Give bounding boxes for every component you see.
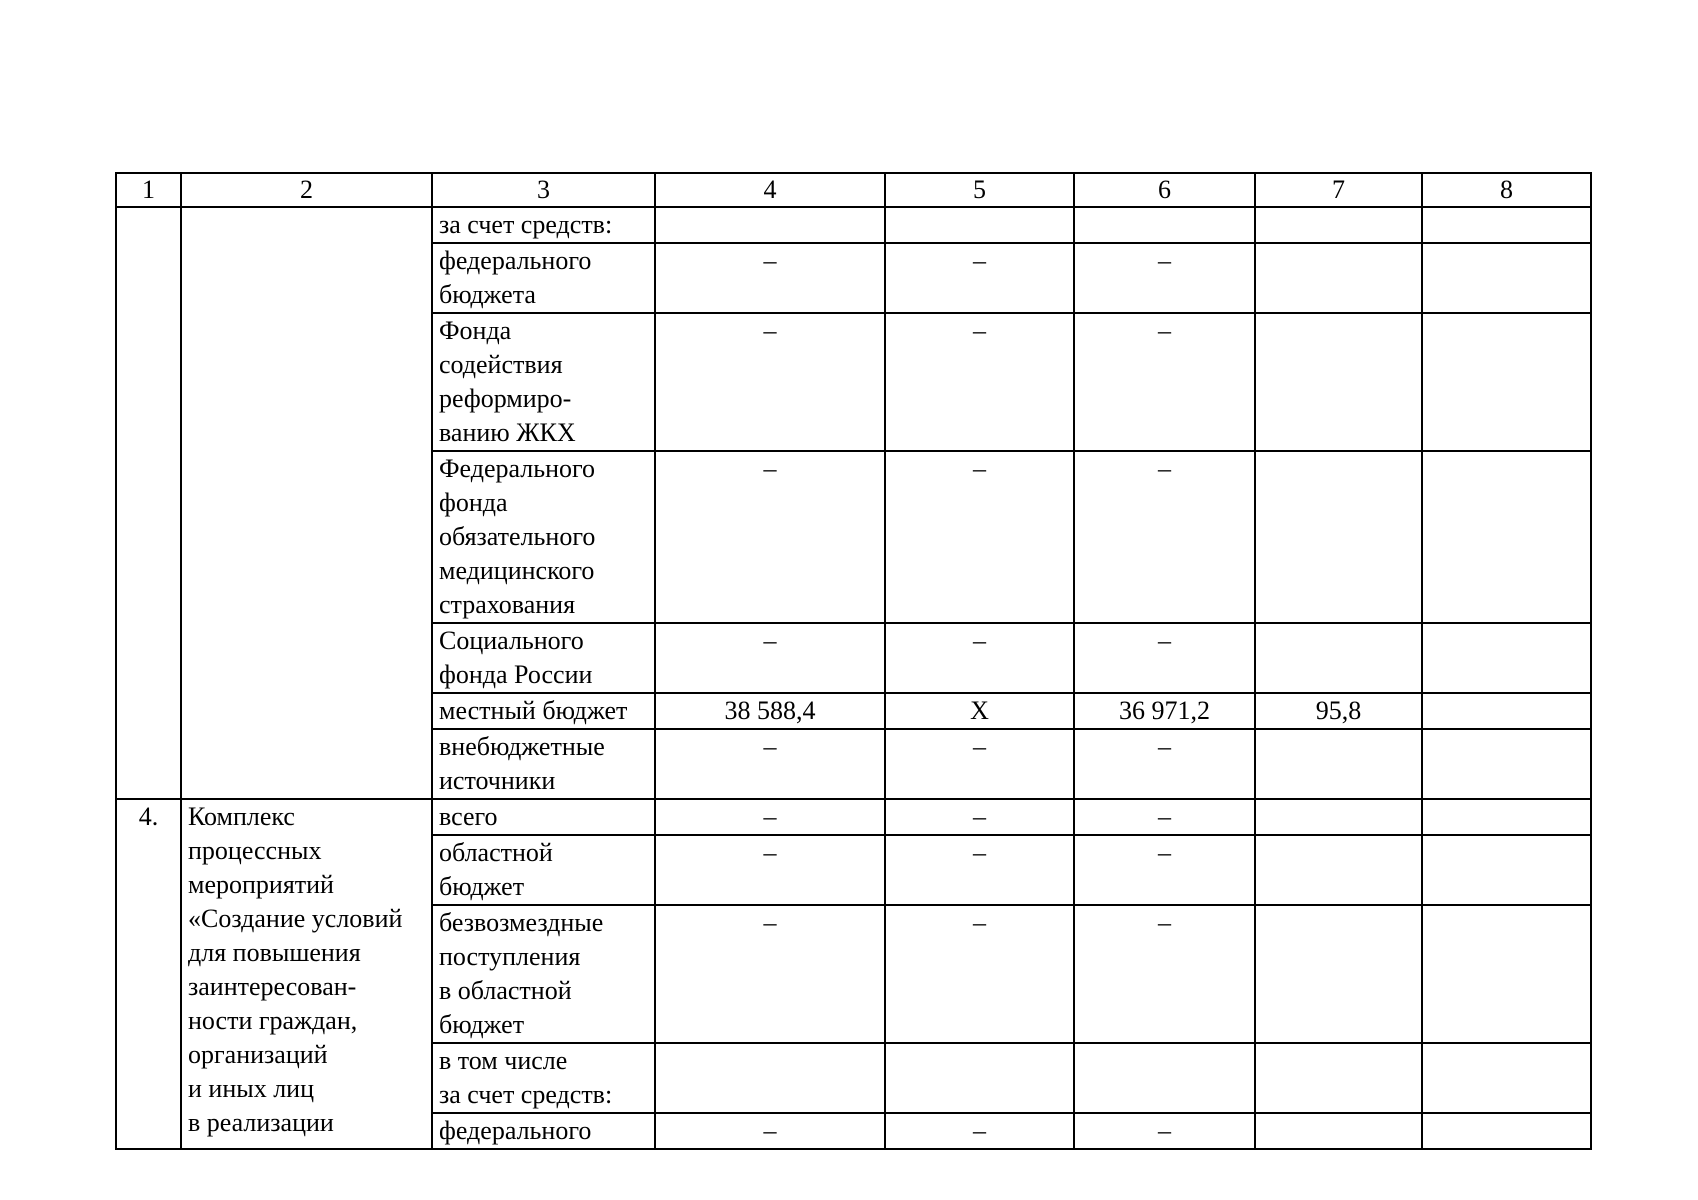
value-cell-6: 36 971,2 [1074,693,1255,729]
value-cell-4: – [655,905,885,1043]
value-cell-7 [1255,905,1422,1043]
value-cell-5 [885,207,1074,243]
value-cell-6: – [1074,729,1255,799]
value-cell-7: 95,8 [1255,693,1422,729]
value-cell-7 [1255,313,1422,451]
value-cell-8 [1422,451,1591,623]
value-cell-5: – [885,451,1074,623]
value-cell-4 [655,1043,885,1113]
value-cell-8 [1422,799,1591,835]
header-cell-7: 7 [1255,173,1422,207]
value-cell-4: – [655,1113,885,1149]
value-cell-7 [1255,1043,1422,1113]
value-cell-4: 38 588,4 [655,693,885,729]
value-cell-4 [655,207,885,243]
value-cell-5 [885,1043,1074,1113]
value-cell-8 [1422,1113,1591,1149]
table-row [116,207,1591,243]
item-name-cell: Комплекс процессных мероприятий «Создание условий для повышения заинтересован- ности граждан, организаций и иных лиц в реализации [181,799,432,1149]
value-cell-5: – [885,243,1074,313]
value-cell-4: – [655,313,885,451]
value-cell-8 [1422,243,1591,313]
value-cell-6 [1074,1043,1255,1113]
item-name-cell [181,207,432,799]
row-number-cell [116,207,181,799]
value-cell-6 [1074,207,1255,243]
source-label-cell: внебюджетные источники [432,729,655,799]
value-cell-5: – [885,623,1074,693]
header-cell-4: 4 [655,173,885,207]
source-label-cell: в том числе за счет средств: [432,1043,655,1113]
value-cell-8 [1422,905,1591,1043]
value-cell-8 [1422,313,1591,451]
value-cell-4: – [655,729,885,799]
source-label-cell: за счет средств: [432,207,655,243]
source-label-cell: местный бюджет [432,693,655,729]
value-cell-5: – [885,729,1074,799]
value-cell-8 [1422,207,1591,243]
value-cell-8 [1422,835,1591,905]
header-cell-8: 8 [1422,173,1591,207]
value-cell-7 [1255,623,1422,693]
value-cell-7 [1255,729,1422,799]
value-cell-4: – [655,799,885,835]
value-cell-7 [1255,243,1422,313]
value-cell-8 [1422,1043,1591,1113]
value-cell-4: – [655,623,885,693]
value-cell-6: – [1074,313,1255,451]
value-cell-6: – [1074,799,1255,835]
header-cell-3: 3 [432,173,655,207]
table-row [116,799,1591,835]
value-cell-7 [1255,1113,1422,1149]
value-cell-6: – [1074,905,1255,1043]
row-number-cell: 4. [116,799,181,1149]
value-cell-6: – [1074,623,1255,693]
value-cell-5: Х [885,693,1074,729]
value-cell-5: – [885,1113,1074,1149]
source-label-cell: Фонда содействия реформиро- ванию ЖКХ [432,313,655,451]
header-cell-2: 2 [181,173,432,207]
value-cell-8 [1422,693,1591,729]
source-label-cell: федерального бюджета [432,243,655,313]
source-label-cell: Федерального фонда обязательного медицинского страхования [432,451,655,623]
value-cell-4: – [655,835,885,905]
value-cell-6: – [1074,1113,1255,1149]
source-label-cell: всего [432,799,655,835]
value-cell-6: – [1074,243,1255,313]
header-cell-6: 6 [1074,173,1255,207]
value-cell-7 [1255,451,1422,623]
header-row [116,173,1591,207]
source-label-cell: областной бюджет [432,835,655,905]
value-cell-7 [1255,207,1422,243]
header-cell-1: 1 [116,173,181,207]
value-cell-5: – [885,905,1074,1043]
value-cell-5: – [885,835,1074,905]
value-cell-4: – [655,451,885,623]
source-label-cell: федерального [432,1113,655,1149]
source-label-cell: Социального фонда России [432,623,655,693]
table-body [116,173,1591,1149]
budget-table [115,172,1592,1150]
source-label-cell: безвозмездные поступления в областной бюджет [432,905,655,1043]
value-cell-7 [1255,799,1422,835]
value-cell-8 [1422,729,1591,799]
header-cell-5: 5 [885,173,1074,207]
value-cell-4: – [655,243,885,313]
value-cell-5: – [885,799,1074,835]
value-cell-6: – [1074,451,1255,623]
value-cell-5: – [885,313,1074,451]
value-cell-6: – [1074,835,1255,905]
value-cell-8 [1422,623,1591,693]
value-cell-7 [1255,835,1422,905]
